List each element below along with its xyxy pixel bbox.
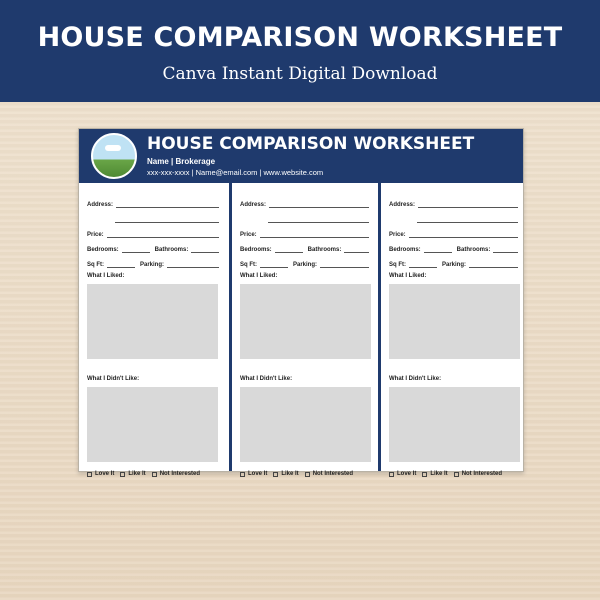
address-line-2[interactable] [240, 208, 369, 223]
love-it-label: Love It [248, 471, 268, 477]
bed-bath-field[interactable] [389, 238, 518, 253]
house-photo-logo-icon [91, 133, 137, 179]
price-field[interactable] [240, 223, 369, 238]
address-field[interactable] [389, 193, 518, 208]
love-it-label: Love It [95, 471, 115, 477]
love-it-checkbox[interactable] [240, 471, 267, 477]
rating-options [240, 471, 369, 477]
agent-contact: xxx-xxx-xxxx | Name@email.com | www.website.com [147, 168, 324, 177]
love-it-checkbox[interactable] [87, 471, 114, 477]
address-field[interactable] [87, 193, 219, 208]
house-column-2 [229, 183, 375, 477]
bathrooms-label: Bathrooms: [456, 247, 491, 253]
checkbox-icon [422, 472, 427, 477]
sqft-parking-field[interactable] [240, 253, 369, 268]
not-interested-label: Not Interested [461, 471, 503, 477]
sqft-label: Sq Ft: [240, 262, 257, 268]
disliked-label: What I Didn't Like: [389, 376, 442, 382]
like-it-label: Like It [128, 471, 146, 477]
price-label: Price: [389, 232, 406, 238]
checkbox-icon [305, 472, 310, 477]
address-label: Address: [240, 202, 267, 208]
rating-options [389, 471, 518, 477]
address-line-2[interactable] [87, 208, 219, 223]
bed-bath-field[interactable] [240, 238, 369, 253]
parking-label: Parking: [442, 262, 467, 268]
price-label: Price: [87, 232, 104, 238]
checkbox-icon [87, 472, 92, 477]
like-it-label: Like It [281, 471, 299, 477]
bed-bath-field[interactable] [87, 238, 219, 253]
bathrooms-label: Bathrooms: [154, 247, 189, 253]
liked-notes-box[interactable] [240, 284, 371, 359]
disliked-notes-box[interactable] [389, 387, 520, 462]
banner-title: HOUSE COMPARISON WORKSHEET [37, 22, 563, 53]
price-label: Price: [240, 232, 257, 238]
checkbox-icon [120, 472, 125, 477]
rating-options [87, 471, 219, 477]
banner [0, 0, 600, 102]
sqft-parking-field[interactable] [389, 253, 518, 268]
disliked-notes-box[interactable] [87, 387, 218, 462]
disliked-notes-box[interactable] [240, 387, 371, 462]
checkbox-icon [454, 472, 459, 477]
liked-label: What I Liked: [240, 273, 278, 279]
sqft-parking-field[interactable] [87, 253, 219, 268]
not-interested-checkbox[interactable] [305, 471, 353, 477]
banner-subtitle: Canva Instant Digital Download [162, 64, 438, 84]
address-line-2[interactable] [389, 208, 518, 223]
not-interested-checkbox[interactable] [454, 471, 502, 477]
like-it-checkbox[interactable] [273, 471, 298, 477]
disliked-label: What I Didn't Like: [240, 376, 293, 382]
house-column-1 [79, 183, 225, 477]
bathrooms-label: Bathrooms: [307, 247, 342, 253]
agent-name-brokerage: Name | Brokerage [147, 157, 216, 166]
checkbox-icon [389, 472, 394, 477]
like-it-label: Like It [430, 471, 448, 477]
sqft-label: Sq Ft: [87, 262, 104, 268]
sqft-label: Sq Ft: [389, 262, 406, 268]
price-field[interactable] [87, 223, 219, 238]
worksheet-title: HOUSE COMPARISON WORKSHEET [147, 134, 475, 154]
love-it-checkbox[interactable] [389, 471, 416, 477]
liked-notes-box[interactable] [87, 284, 218, 359]
not-interested-label: Not Interested [312, 471, 354, 477]
bedrooms-label: Bedrooms: [389, 247, 421, 253]
disliked-label: What I Didn't Like: [87, 376, 140, 382]
worksheet-header [79, 129, 523, 183]
address-label: Address: [87, 202, 114, 208]
liked-label: What I Liked: [389, 273, 427, 279]
checkbox-icon [240, 472, 245, 477]
address-label: Address: [389, 202, 416, 208]
not-interested-checkbox[interactable] [152, 471, 200, 477]
bedrooms-label: Bedrooms: [87, 247, 119, 253]
worksheet [78, 128, 524, 477]
liked-label: What I Liked: [87, 273, 125, 279]
not-interested-label: Not Interested [159, 471, 201, 477]
price-field[interactable] [389, 223, 518, 238]
like-it-checkbox[interactable] [120, 471, 145, 477]
like-it-checkbox[interactable] [422, 471, 447, 477]
liked-notes-box[interactable] [389, 284, 520, 359]
bedrooms-label: Bedrooms: [240, 247, 272, 253]
checkbox-icon [152, 472, 157, 477]
checkbox-icon [273, 472, 278, 477]
address-field[interactable] [240, 193, 369, 208]
love-it-label: Love It [397, 471, 417, 477]
house-column-3 [378, 183, 524, 477]
parking-label: Parking: [293, 262, 318, 268]
parking-label: Parking: [140, 262, 165, 268]
